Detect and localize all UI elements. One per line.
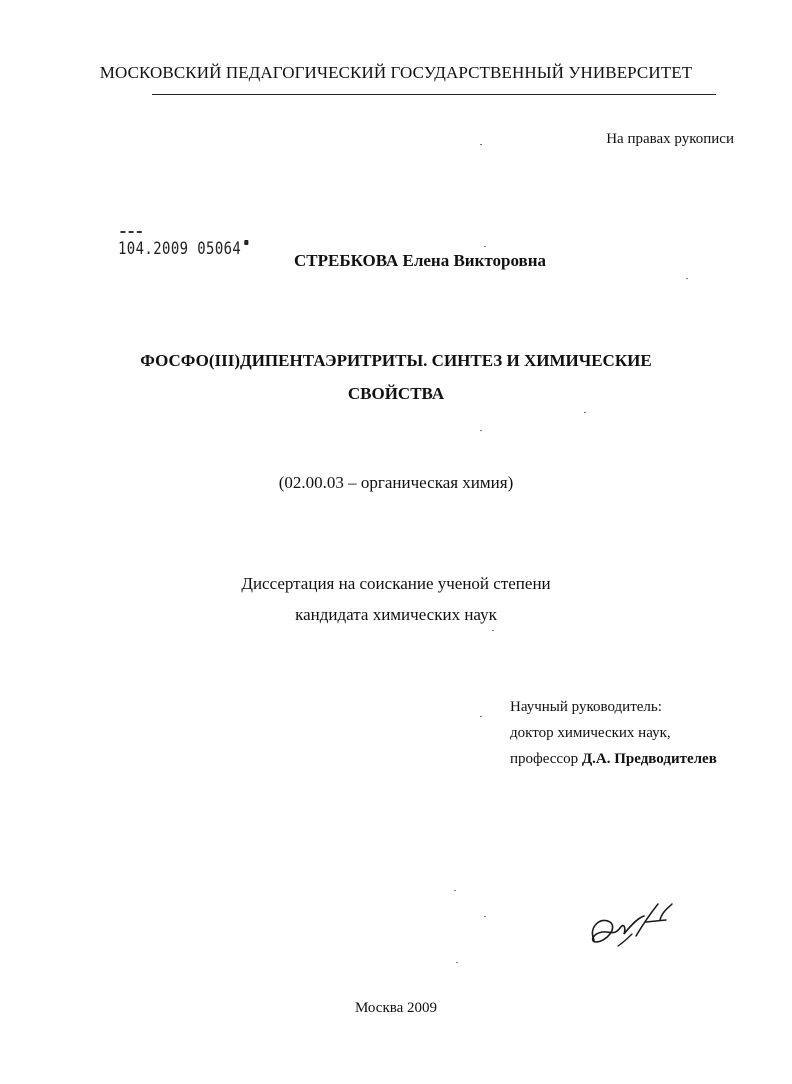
degree-statement — [0, 568, 792, 630]
scan-speck — [480, 430, 482, 431]
scan-speck — [454, 890, 456, 891]
scan-speck — [480, 144, 482, 145]
advisor-role: Научный руководитель: — [510, 699, 662, 715]
scan-speck — [456, 962, 458, 963]
advisor-name: Д.А. Предводителев — [581, 751, 717, 767]
scientific-advisor — [510, 694, 717, 772]
advisor-rank: профессор — [510, 751, 579, 767]
author-name: СТРЕБКОВА Елена Викторовна — [294, 251, 547, 270]
scan-speck — [492, 630, 494, 631]
scan-speck — [584, 412, 586, 413]
degree-line-2: кандидата химических наук — [295, 605, 497, 624]
manuscript-note: На правах рукописи — [606, 131, 734, 147]
stamp-overline — [120, 231, 141, 233]
catalog-number-stamp — [118, 238, 241, 260]
dissertation-title — [0, 344, 792, 410]
scan-speck — [484, 246, 486, 247]
specialty-code: (02.00.03 – органическая химия) — [278, 473, 514, 492]
scan-speck — [484, 916, 486, 917]
advisor-degree: доктор химических наук, — [510, 725, 671, 741]
header-divider — [152, 94, 716, 95]
advisor-rank-name — [510, 746, 717, 772]
scan-speck — [686, 278, 688, 279]
university-name: МОСКОВСКИЙ ПЕДАГОГИЧЕСКИЙ ГОСУДАРСТВЕННЫЙ УНИВЕРСИТЕТ — [99, 63, 693, 82]
title-line-2: СВОЙСТВА — [347, 384, 445, 403]
city-year: Москва 2009 — [354, 1000, 438, 1016]
scan-speck — [480, 716, 482, 717]
stamp-dot — [245, 240, 249, 245]
catalog-number: 104.2009 05064 — [118, 239, 242, 259]
title-line-1: ФОСФО(III)ДИПЕНТАЭРИТРИТЫ. СИНТЕЗ И ХИМИЧЕСКИЕ — [140, 351, 652, 370]
degree-line-1: Диссертация на соискание ученой степени — [241, 574, 551, 593]
handwritten-signature — [580, 898, 680, 958]
